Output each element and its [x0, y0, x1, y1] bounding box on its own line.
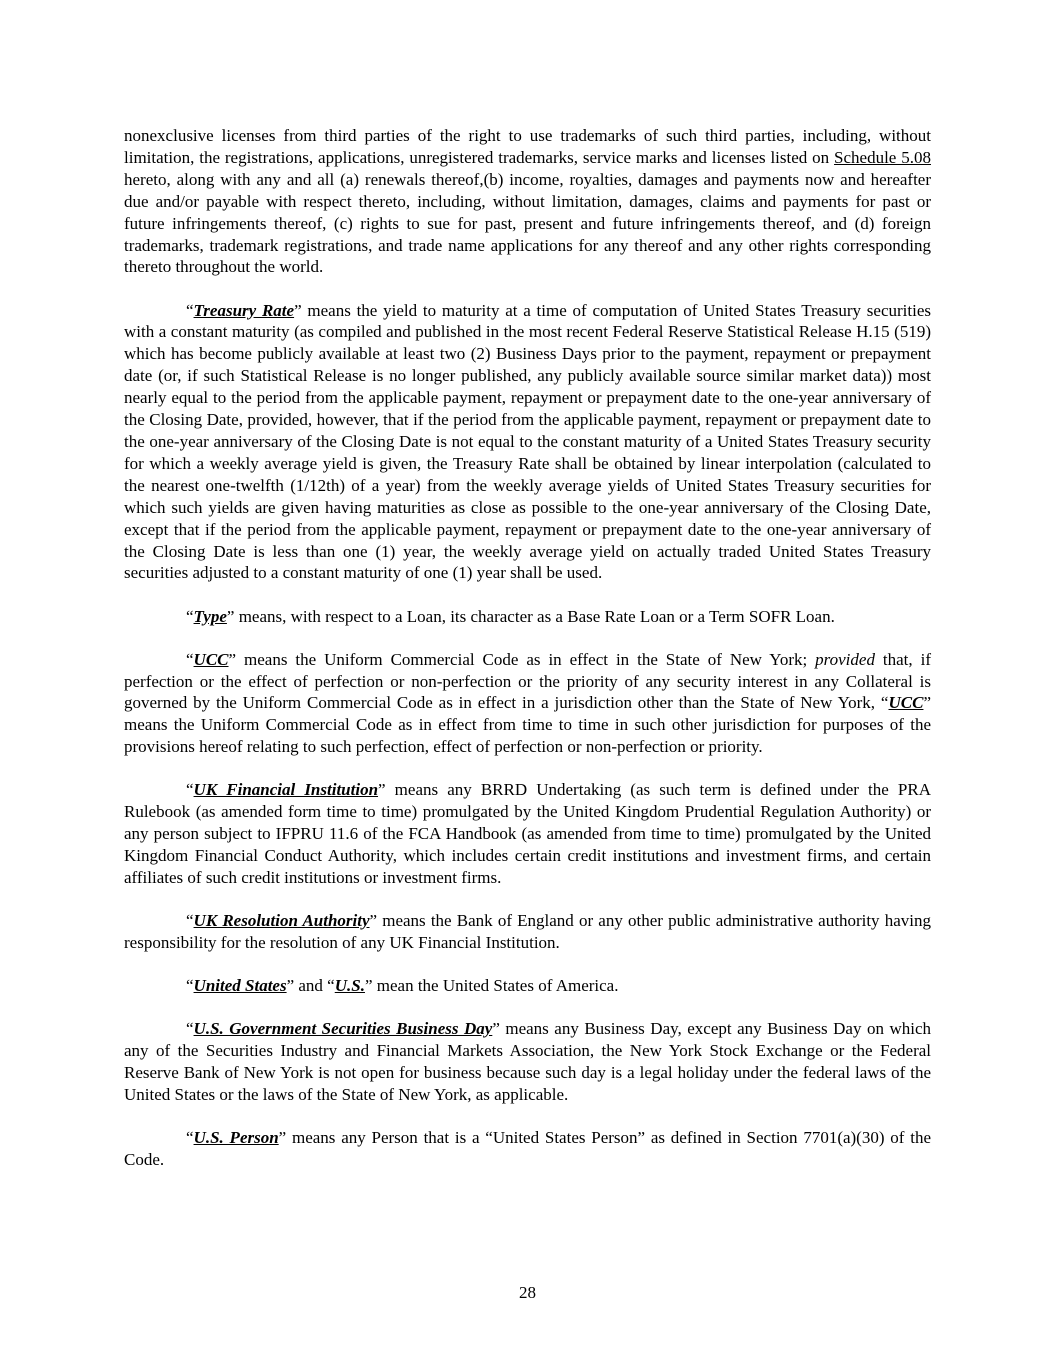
definition-text: ” means the yield to maturity at a time of computation of United States Treasury securities with a constant maturity (as compiled and published in the most recent Federal Reserve Statistical Release H.15 (519) which has become publicly available at least two (2) Business Days prior to the payment, repayment or prepayment date (or, if such Statistical Release is no longer published, any publicly available source similar market data)) most nearly equal to the period from the applicable payment, repayment or prepayment date to the one-year anniversary of the Closing Date, provided, however, that if the period from the applicable payment, repayment or prepayment date to the one-year anniversary of the Closing Date is not equal to the constant maturity of a United States Treasury security for which a weekly average yield is given, the Treasury Rate shall be obtained by linear interpolation (calculated to the nearest one-twelfth (1/12th) of a year) from the weekly average yields of United States Treasury securities for which such yields are given having maturities as close as possible to the one-year anniversary of the Closing Date, except that if the period from the applicable payment, repayment or prepayment date to the one-year anniversary of the Closing Date is less than one (1) year, the weekly average yield on actually traded United States Treasury securities adjusted to a constant maturity of one (1) year shall be used.	[124, 300, 931, 583]
defined-term: Type	[193, 606, 227, 626]
defined-term: UCC	[193, 649, 229, 669]
definition-uk-resolution-authority	[124, 910, 931, 954]
defined-term: U.S.	[334, 976, 365, 996]
document-page	[124, 125, 931, 1192]
definition-text: ” means any Business Day, except any Business Day on which any of the Securities Industry and Financial Markets Association, the New York Stock Exchange or the Federal Reserve Bank of New York is not open for business because such day is a legal holiday under the federal laws of the United States or the laws of the State of New York, as applicable.	[124, 1019, 932, 1104]
definition-text: ” means any BRRD Undertaking (as such term is defined under the PRA Rulebook (as amended form time to time) promulgated by the United Kingdom Prudential Regulation Authority) or any person subject to IFPRU 11.6 of the FCA Handbook (as amended from time to time) promulgated by the United Kingdom Financial Conduct Authority, which includes certain credit institutions and investment firms, and certain affiliates of such credit institutions or investment firms.	[124, 780, 931, 887]
definition-type	[124, 606, 931, 628]
defined-term: United States	[193, 976, 287, 996]
definition-us-government-securities-business-day	[124, 1018, 931, 1106]
defined-term: UK Financial Institution	[193, 780, 379, 800]
definition-uk-financial-institution	[124, 779, 931, 889]
definition-united-states	[124, 975, 931, 997]
paragraph-text: nonexclusive licenses from third parties of the right to use trademarks of such third parties, including, without limitation, the registrations, applications, unregistered trademarks, service marks and licenses listed on	[124, 126, 931, 167]
defined-term: Treasury Rate	[193, 300, 295, 320]
open-quote: “	[186, 911, 194, 931]
defined-term: UCC	[888, 693, 924, 713]
paragraph-text: hereto, along with any and all (a) renewals thereof,(b) income, royalties, damages and payments now and hereafter due and/or payable with respect thereto, including, without limitation, damages, claims and payments for past or future infringements thereof, (c) rights to sue for past, present and future infringements thereof, and (d) foreign trademarks, trademark registrations, and trade name applications for any thereof and any other rights corresponding thereto throughout the world.	[124, 169, 931, 277]
definition-text: that, if perfection or the effect of perfection or non-perfection or the priority of any security interest in any Collateral is governed by the Uniform Commercial Code as in effect in a jurisdiction other than the State of New York, “	[124, 649, 931, 713]
schedule-reference: Schedule 5.08	[834, 147, 931, 167]
definition-ucc	[124, 649, 931, 759]
definition-text: ” means the Uniform Commercial Code as in effect in the State of New York;	[228, 649, 816, 669]
definition-text: ” means the Bank of England or any other public administrative authority having responsibility for the resolution of any UK Financial Institution.	[124, 911, 931, 952]
page-number: 28	[519, 1283, 536, 1302]
definition-treasury-rate	[124, 300, 931, 585]
open-quote: “	[186, 300, 194, 320]
definition-text: ” mean the United States of America.	[364, 976, 619, 996]
open-quote: “	[186, 606, 194, 626]
open-quote: “	[186, 976, 194, 996]
open-quote: “	[186, 649, 194, 669]
definition-text: ” and “	[286, 976, 335, 996]
defined-term: UK Resolution Authority	[193, 911, 370, 931]
definition-us-person	[124, 1127, 931, 1171]
open-quote: “	[186, 1127, 194, 1147]
open-quote: “	[186, 1019, 194, 1039]
definition-text: ” means the Uniform Commercial Code as in effect from time to time in such other jurisdiction for purposes of the provisions hereof relating to such perfection, effect of perfection or non-perfection or priority.	[124, 693, 931, 757]
definition-text: ” means, with respect to a Loan, its character as a Base Rate Loan or a Term SOFR Loan.	[226, 606, 835, 626]
paragraph-trademarks-continued	[124, 125, 931, 278]
provided-word: provided	[815, 649, 875, 669]
defined-term: U.S. Government Securities Business Day	[193, 1019, 493, 1039]
defined-term: U.S. Person	[193, 1127, 279, 1147]
open-quote: “	[186, 780, 194, 800]
definition-text: ” means any Person that is a “United States Person” as defined in Section 7701(a)(30) of the Code.	[124, 1127, 931, 1169]
